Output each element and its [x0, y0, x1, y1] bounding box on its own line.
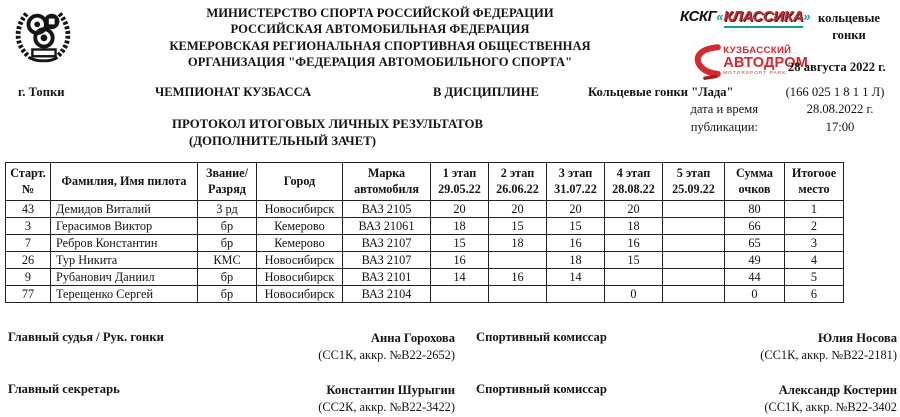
- results-table: [5, 162, 844, 303]
- result-cell: 3: [785, 235, 844, 252]
- official-name: Юлия Носова: [817, 331, 897, 345]
- track-swoosh-icon: [692, 39, 721, 83]
- championship-title: ЧЕМПИОНАТ КУЗБАССА: [155, 85, 312, 99]
- result-cell: Кемерово: [257, 218, 343, 235]
- result-cell: 2: [785, 218, 844, 235]
- autodrom-line3: MOTORSPORT PARK: [723, 70, 787, 76]
- result-cell: Кемерово: [257, 235, 343, 252]
- result-cell: Новосибирск: [257, 252, 343, 269]
- column-header: Старт. №: [6, 163, 51, 201]
- official-signature-block: [476, 330, 897, 365]
- result-cell: [663, 286, 725, 303]
- result-cell: 14: [547, 269, 605, 286]
- autodrom-line1: КУЗБАССКИЙ: [723, 45, 792, 57]
- result-cell: бр: [198, 269, 257, 286]
- result-cell: бр: [198, 235, 257, 252]
- column-header: Фамилия, Имя пилота: [51, 163, 198, 201]
- result-row: [6, 218, 844, 235]
- result-cell: 6: [785, 286, 844, 303]
- result-row: [6, 269, 844, 286]
- protocol-title: ПРОТОКОЛ ИТОГОВЫХ ЛИЧНЫХ РЕЗУЛЬТАТОВ: [172, 117, 483, 131]
- org-header-line: МИНИСТЕРСТВО СПОРТА РОССИЙСКОЙ ФЕДЕРАЦИИ: [206, 6, 554, 20]
- result-cell: 65: [725, 235, 785, 252]
- result-cell: 43: [6, 201, 51, 218]
- result-cell: [663, 269, 725, 286]
- result-cell: Новосибирск: [257, 201, 343, 218]
- official-accreditation: (СС2К, аккр. №В22-3422): [318, 400, 455, 414]
- column-header: 5 этап 25.09.22: [663, 163, 725, 201]
- result-row: [6, 201, 844, 218]
- result-cell: Рубанович Даниил: [51, 269, 198, 286]
- result-cell: [605, 269, 663, 286]
- klassika-close-quote: »: [803, 9, 811, 24]
- protocol-subtitle: (ДОПОЛНИТЕЛЬНЫЙ ЗАЧЕТ): [188, 134, 377, 148]
- official-signature-block: [8, 382, 455, 417]
- klassika-club-logo: [680, 8, 811, 25]
- result-cell: ВАЗ 2104: [343, 286, 431, 303]
- official-accreditation: (СС1К, аккр. №В22-2181): [760, 348, 897, 362]
- result-cell: ВАЗ 2107: [343, 252, 431, 269]
- result-cell: [489, 286, 547, 303]
- rings-label-line: кольцевые: [817, 11, 880, 25]
- result-cell: 16: [547, 235, 605, 252]
- publication-label-line1: дата и время: [690, 102, 758, 116]
- result-cell: 7: [6, 235, 51, 252]
- result-cell: 18: [431, 218, 489, 235]
- result-cell: 16: [605, 235, 663, 252]
- column-header: 4 этап 28.08.22: [605, 163, 663, 201]
- result-cell: 0: [725, 286, 785, 303]
- official-signature-block: [476, 382, 897, 417]
- discipline-type-label: [806, 10, 892, 44]
- result-cell: 15: [605, 252, 663, 269]
- column-header: Итогоое место: [785, 163, 844, 201]
- result-cell: ВАЗ 21061: [343, 218, 431, 235]
- result-cell: Герасимов Виктор: [51, 218, 198, 235]
- official-name: Анна Горохова: [370, 331, 455, 345]
- org-header-line: КЕМЕРОВСКАЯ РЕГИОНАЛЬНАЯ СПОРТИВНАЯ ОБЩЕСТВЕННАЯ: [169, 38, 591, 53]
- result-cell: 0: [605, 286, 663, 303]
- result-cell: 15: [431, 235, 489, 252]
- result-cell: 49: [725, 252, 785, 269]
- result-cell: 3: [6, 218, 51, 235]
- wreath-rings-icon: [12, 6, 74, 64]
- official-role: Главный секретарь: [8, 382, 120, 396]
- results-table-body: [6, 201, 844, 303]
- klassika-prefix: КСКГ: [680, 8, 717, 25]
- result-cell: КМС: [198, 252, 257, 269]
- result-cell: 5: [785, 269, 844, 286]
- result-cell: бр: [198, 286, 257, 303]
- result-cell: [663, 201, 725, 218]
- result-cell: 77: [6, 286, 51, 303]
- result-cell: 4: [785, 252, 844, 269]
- result-cell: 18: [605, 218, 663, 235]
- discipline-code: (166 025 1 8 1 1 Л): [785, 85, 885, 99]
- official-role: Главный судья / Рук. гонки: [8, 330, 164, 344]
- results-header-row: [6, 163, 844, 201]
- org-header: [95, 5, 665, 71]
- result-cell: ВАЗ 2101: [343, 269, 431, 286]
- result-cell: 16: [489, 269, 547, 286]
- result-cell: 14: [431, 269, 489, 286]
- result-cell: Новосибирск: [257, 269, 343, 286]
- in-discipline-label: В ДИСЦИПЛИНЕ: [433, 85, 539, 99]
- result-cell: 15: [489, 218, 547, 235]
- column-header: Город: [257, 163, 343, 201]
- federation-emblem-logo: [12, 6, 74, 64]
- result-cell: Новосибирск: [257, 286, 343, 303]
- result-cell: 15: [547, 218, 605, 235]
- result-cell: [663, 218, 725, 235]
- result-cell: [663, 235, 725, 252]
- result-cell: Терещенко Сергей: [51, 286, 198, 303]
- column-header: 1 этап 29.05.22: [431, 163, 489, 201]
- column-header: Звание/ Разряд: [198, 163, 257, 201]
- result-cell: 18: [547, 252, 605, 269]
- result-cell: 80: [725, 201, 785, 218]
- result-cell: 20: [605, 201, 663, 218]
- result-row: [6, 252, 844, 269]
- result-cell: 20: [489, 201, 547, 218]
- result-cell: 26: [6, 252, 51, 269]
- event-date: 28 августа 2022 г.: [788, 60, 886, 74]
- column-header: Марка автомобиля: [343, 163, 431, 201]
- result-row: [6, 286, 844, 303]
- result-cell: 1: [785, 201, 844, 218]
- publication-date: 28.08.2022 г.: [806, 102, 874, 116]
- result-cell: ВАЗ 2107: [343, 235, 431, 252]
- column-header: 2 этап 26.06.22: [489, 163, 547, 201]
- result-cell: 9: [6, 269, 51, 286]
- result-row: [6, 235, 844, 252]
- column-header: Сумма очков: [725, 163, 785, 201]
- result-cell: Ребров Константин: [51, 235, 198, 252]
- klassika-open-quote: «: [716, 9, 724, 24]
- result-cell: 44: [725, 269, 785, 286]
- result-cell: 16: [431, 252, 489, 269]
- result-cell: [547, 286, 605, 303]
- result-cell: 66: [725, 218, 785, 235]
- official-accreditation: (СС1К, аккр. №В22-3402: [764, 400, 897, 414]
- org-header-line: РОССИЙСКАЯ АВТОМОБИЛЬНАЯ ФЕДЕРАЦИЯ: [230, 22, 530, 37]
- official-signature-block: [8, 330, 455, 365]
- column-header: 3 этап 31.07.22: [547, 163, 605, 201]
- signature-row: [8, 382, 897, 417]
- publication-label-line2: публикации:: [690, 120, 758, 134]
- result-cell: Демидов Виталий: [51, 201, 198, 218]
- klassika-wordmark: КЛАССИКА: [724, 8, 804, 28]
- result-cell: [431, 286, 489, 303]
- publication-time: 17:00: [825, 120, 855, 134]
- result-cell: [489, 252, 547, 269]
- result-cell: ВАЗ 2105: [343, 201, 431, 218]
- result-cell: 20: [431, 201, 489, 218]
- discipline-name: Кольцевые гонки "Лада": [588, 85, 734, 99]
- rings-label-line: гонки: [832, 28, 866, 42]
- official-name: Константин Шурыгин: [326, 383, 455, 397]
- official-role: Спортивный комиссар: [476, 330, 607, 344]
- official-role: Спортивный комиссар: [476, 382, 607, 396]
- result-cell: [663, 252, 725, 269]
- result-cell: бр: [198, 218, 257, 235]
- official-accreditation: (СС1К, аккр. №В22-2652): [318, 348, 455, 362]
- result-cell: 20: [547, 201, 605, 218]
- result-cell: 18: [489, 235, 547, 252]
- official-name: Александр Костерин: [778, 383, 897, 397]
- autodrom-line2: АВТОДРОМ: [723, 54, 808, 71]
- org-header-line: ОРГАНИЗАЦИЯ "ФЕДЕРАЦИЯ АВТОМОБИЛЬНОГО СПОРТА": [187, 55, 573, 70]
- signature-row: [8, 330, 897, 370]
- result-cell: 3 рд: [198, 201, 257, 218]
- result-cell: Тур Никита: [51, 252, 198, 269]
- event-city: г. Топки: [18, 85, 65, 99]
